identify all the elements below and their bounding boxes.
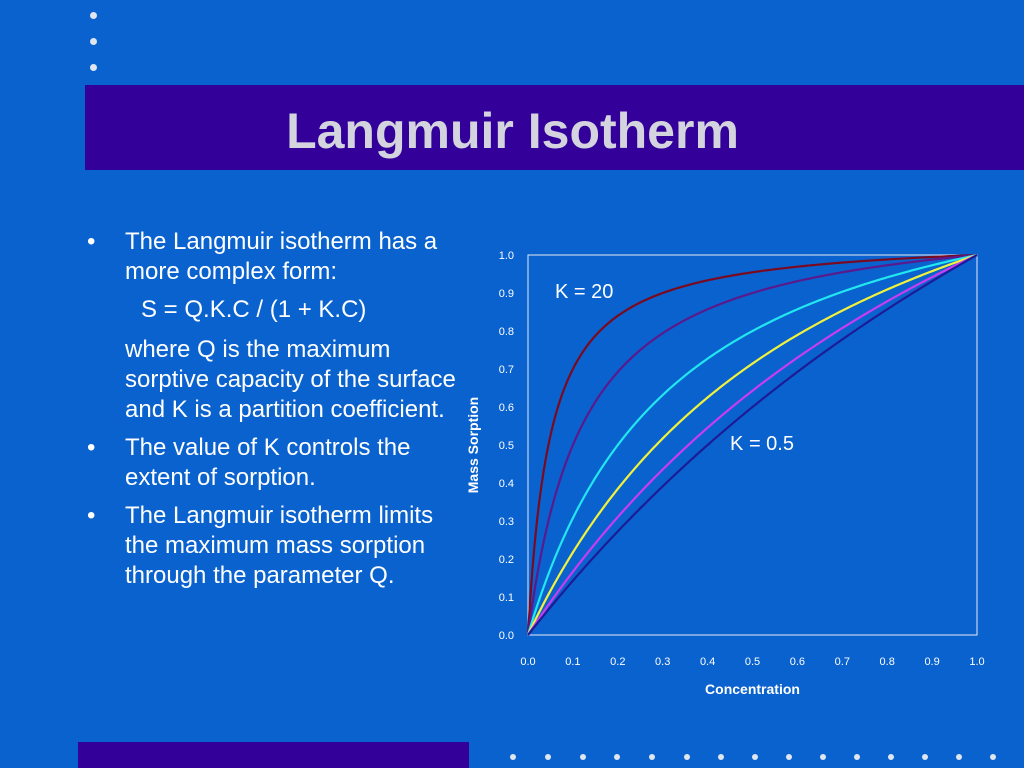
langmuir-chart [455, 230, 1015, 710]
y-tick-label: 0.1 [498, 592, 514, 604]
x-tick-label: 0.8 [879, 656, 895, 668]
bullet-text: where Q is the maximum sorptive capacity of the surface and K is a partition coefficient. [125, 336, 456, 423]
footer-dot [752, 754, 758, 760]
x-tick-label: 0.4 [699, 656, 716, 668]
corner-dot [90, 64, 97, 71]
y-axis-label: Mass Sorption [465, 396, 481, 494]
bullet-item [85, 433, 465, 493]
bullet-text: The Langmuir isotherm limits the maximum mass sorption through the parameter Q. [125, 502, 434, 589]
y-tick-label: 0.0 [498, 630, 514, 642]
y-tick-label: 0.7 [498, 364, 514, 376]
footer-dot [888, 754, 894, 760]
y-tick-label: 0.2 [498, 554, 514, 566]
footer-dot [649, 754, 655, 760]
bullet-text: The Langmuir isotherm has a more complex form: [125, 228, 438, 285]
annotation-k05: K = 0.5 [730, 433, 794, 455]
annotation-k20: K = 20 [554, 281, 614, 303]
footer-bar [78, 742, 469, 768]
bullet-item [85, 227, 465, 425]
x-tick-label: 0.9 [924, 656, 940, 668]
x-axis-label: Concentration [705, 681, 800, 697]
corner-dot [90, 38, 97, 45]
x-tick-label: 0.5 [744, 656, 761, 668]
x-tick-label: 0.0 [520, 656, 536, 668]
footer-dot [580, 754, 586, 760]
x-tick-label: 0.7 [834, 656, 850, 668]
y-tick-label: 1.0 [498, 250, 514, 262]
plot-area [499, 250, 985, 668]
bullet-item [85, 501, 465, 591]
footer-dot [854, 754, 860, 760]
bullet-text: The value of K controls the extent of sorption. [125, 434, 411, 491]
footer-dot [684, 754, 690, 760]
formula-text: S = Q.K.C / (1 + K.C) [141, 296, 367, 323]
footer-dot [990, 754, 996, 760]
footer-dot [820, 754, 826, 760]
y-tick-label: 0.6 [498, 402, 514, 414]
corner-dot [90, 12, 97, 19]
slide-title: Langmuir Isotherm [286, 103, 739, 159]
footer-dot [614, 754, 620, 760]
bullet-list [85, 227, 465, 599]
footer-dot [718, 754, 724, 760]
footer-dot [922, 754, 928, 760]
bullet-marker: • [87, 502, 96, 529]
y-tick-label: 0.5 [498, 440, 514, 452]
x-tick-label: 0.3 [655, 656, 671, 668]
y-tick-label: 0.8 [498, 326, 514, 338]
y-tick-label: 0.9 [498, 288, 514, 300]
footer-dot [510, 754, 516, 760]
x-tick-label: 1.0 [969, 656, 985, 668]
bullet-marker: • [87, 228, 96, 255]
footer-dot [786, 754, 792, 760]
footer-dot [545, 754, 551, 760]
x-tick-label: 0.1 [565, 656, 581, 668]
x-tick-label: 0.6 [789, 656, 806, 668]
bullet-marker: • [87, 434, 96, 461]
footer-dot [956, 754, 962, 760]
y-tick-label: 0.4 [498, 478, 514, 490]
y-tick-label: 0.3 [498, 516, 514, 528]
x-tick-label: 0.2 [610, 656, 626, 668]
